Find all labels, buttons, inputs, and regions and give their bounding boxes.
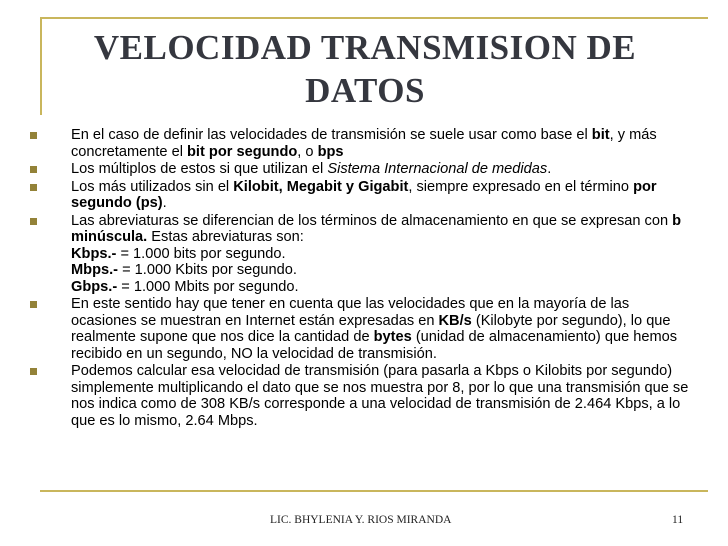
bullet-item: Las abreviaturas se diferencian de los términos de almacenamiento en que se expresan con b minúscula. Estas abreviaturas son: Kbps.- = 1.000 bits por segundo. Mbps.- = 1.000 Kbits por segundo. Gbps.- = 1.000 Mbits por segundo. [26, 213, 698, 296]
bullet-square-icon [30, 184, 37, 191]
bullet-item: Los múltiplos de estos si que utilizan el Sistema Internacional de medidas. [26, 161, 698, 178]
bottom-border-line [40, 490, 708, 492]
slide-title: VELOCIDAD TRANSMISION DE DATOS [93, 28, 637, 110]
bullet-square-icon [30, 132, 37, 139]
footer-author: LIC. BHYLENIA Y. RIOS MIRANDA [270, 514, 452, 526]
page-number: 11 [672, 514, 684, 526]
bullet-item: Los más utilizados sin el Kilobit, Megabit y Gigabit, siempre expresado en el término por segundo (ps). [26, 179, 698, 212]
bullet-item: Podemos calcular esa velocidad de transmisión (para pasarla a Kbps o Kilobits por segundo) simplemente multiplicando el dato que se nos muestra por 8, por lo que una transmisión que se nos indica como de 308 KB/s corresponde a una velocidad de transmisión de 2.464 Kbps, a lo que es lo mismo, 2.64 Mbps. [26, 363, 698, 429]
left-accent-bar [40, 17, 42, 115]
gbps-label: Gbps.- [71, 278, 118, 295]
kbps-label: Kbps.- [71, 245, 117, 262]
bullet-item: En este sentido hay que tener en cuenta que las velocidades que en la mayoría de las ocasiones se muestran en Internet están expresadas en KB/s (Kilobyte por segundo), lo que realmente supone que nos dice la cantidad de bytes (unidad de almacenamiento) que hemos recibido en un segundo, NO la velocidad de transmisión. [26, 296, 698, 362]
bullet-square-icon [30, 368, 37, 375]
bullet-list [26, 127, 698, 430]
bullet-square-icon [30, 301, 37, 308]
bullet-item: En el caso de definir las velocidades de transmisión se suele usar como base el bit, y más concretamente el bit por segundo, o bps [26, 127, 698, 160]
mbps-label: Mbps.- [71, 262, 119, 278]
bullet-square-icon [30, 166, 37, 173]
bullet-square-icon [30, 218, 37, 225]
top-border-line [40, 17, 708, 19]
